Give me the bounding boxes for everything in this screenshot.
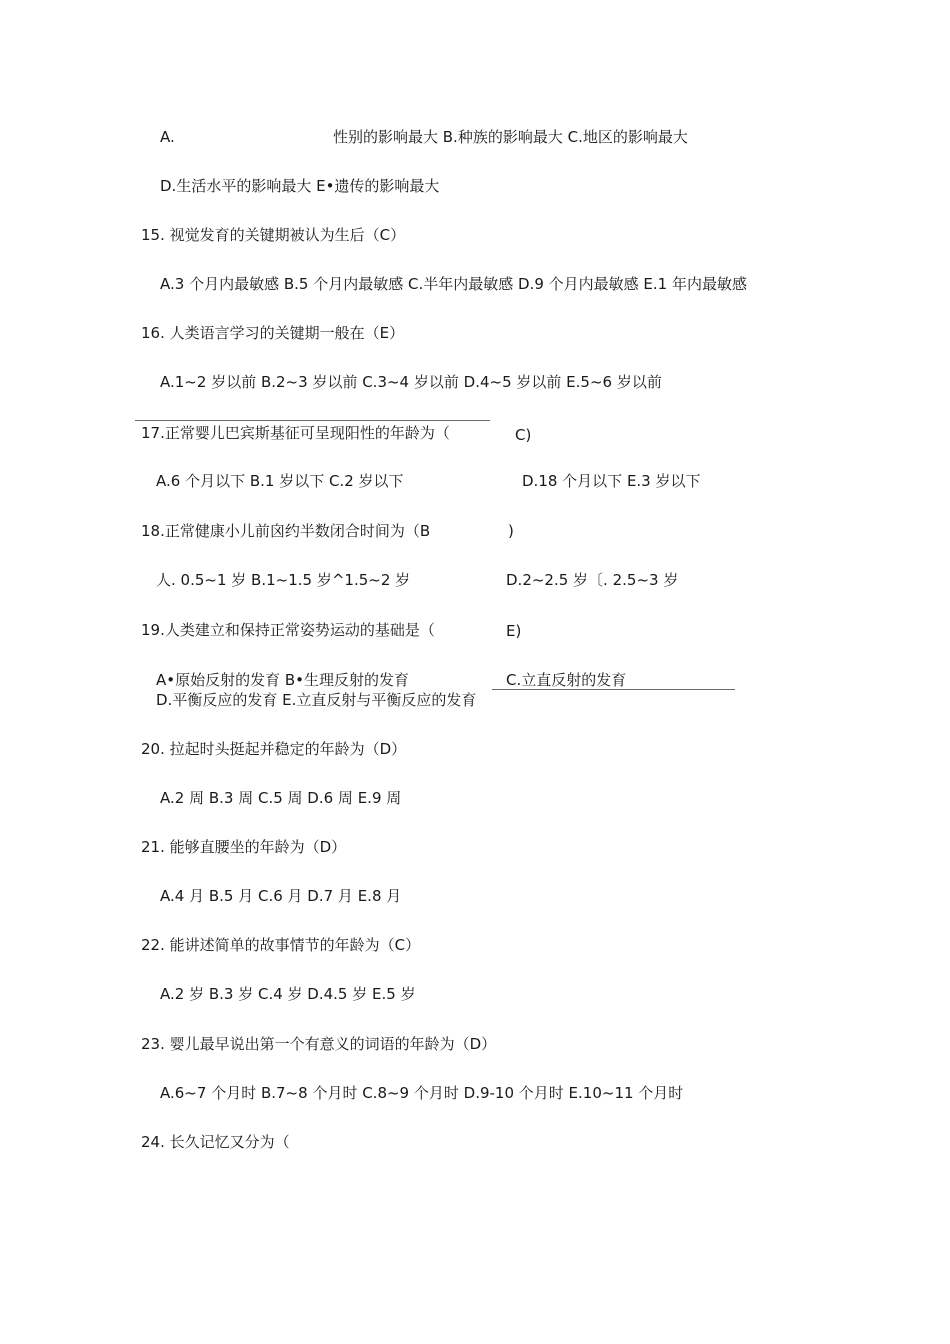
q24-question: 24. 长久记忆又分为（	[141, 1133, 290, 1151]
q23-options: A.6~7 个月时 B.7~8 个月时 C.8~9 个月时 D.9-10 个月时 E.10~11 个月时	[160, 1084, 684, 1102]
q16-options: A.1~2 岁以前 B.2~3 岁以前 C.3~4 岁以前 D.4~5 岁以前 E.5~6 岁以前	[160, 373, 662, 391]
q14-options-abc: 性别的影响最大 B.种族的影响最大 C.地区的影响最大	[333, 128, 688, 146]
q14-option-a-label: A.	[160, 128, 175, 146]
divider-line	[492, 689, 735, 690]
q17-options-left: A.6 个月以下 B.1 岁以下 C.2 岁以下	[156, 472, 404, 490]
q20-question: 20. 拉起时头挺起并稳定的年龄为（D）	[141, 740, 407, 758]
q22-question: 22. 能讲述简单的故事情节的年龄为（C）	[141, 936, 421, 954]
q17-options-right: D.18 个月以下 E.3 岁以下	[522, 472, 701, 490]
q17-answer: C)	[515, 426, 532, 444]
q18-options-right: D.2~2.5 岁〔. 2.5~3 岁	[506, 571, 679, 589]
q19-option-c: C.立直反射的发育	[506, 671, 627, 689]
q22-options: A.2 岁 B.3 岁 C.4 岁 D.4.5 岁 E.5 岁	[160, 985, 416, 1003]
q19-options-ab: A•原始反射的发育 B•生理反射的发育	[156, 671, 410, 689]
q15-options: A.3 个月内最敏感 B.5 个月内最敏感 C.半年内最敏感 D.9 个月内最敏感 E.1 年内最敏感	[160, 275, 747, 293]
q19-question: 19.人类建立和保持正常姿势运动的基础是（	[141, 621, 435, 639]
q21-options: A.4 月 B.5 月 C.6 月 D.7 月 E.8 月	[160, 887, 402, 905]
q23-question: 23. 婴儿最早说出第一个有意义的词语的年龄为（D）	[141, 1035, 497, 1053]
q21-question: 21. 能够直腰坐的年龄为（D）	[141, 838, 347, 856]
q16-question: 16. 人类语言学习的关键期一般在（E）	[141, 324, 405, 342]
q19-options-de: D.平衡反应的发育 E.立直反射与平衡反应的发育	[156, 691, 477, 709]
q17-question: 17.正常婴儿巴宾斯基征可呈现阳性的年龄为（	[141, 424, 450, 442]
q15-question: 15. 视觉发育的关键期被认为生后（C）	[141, 226, 406, 244]
q20-options: A.2 周 B.3 周 C.5 周 D.6 周 E.9 周	[160, 789, 402, 807]
q18-close: )	[508, 522, 514, 540]
q14-options-de: D.生活水平的影响最大 E•遗传的影响最大	[160, 177, 440, 195]
divider-line	[135, 420, 490, 421]
q19-answer: E)	[506, 622, 522, 640]
q18-question: 18.正常健康小儿前囟约半数闭合时间为（B	[141, 522, 431, 540]
q18-options-left: 人. 0.5~1 岁 B.1~1.5 岁^1.5~2 岁	[156, 571, 411, 589]
